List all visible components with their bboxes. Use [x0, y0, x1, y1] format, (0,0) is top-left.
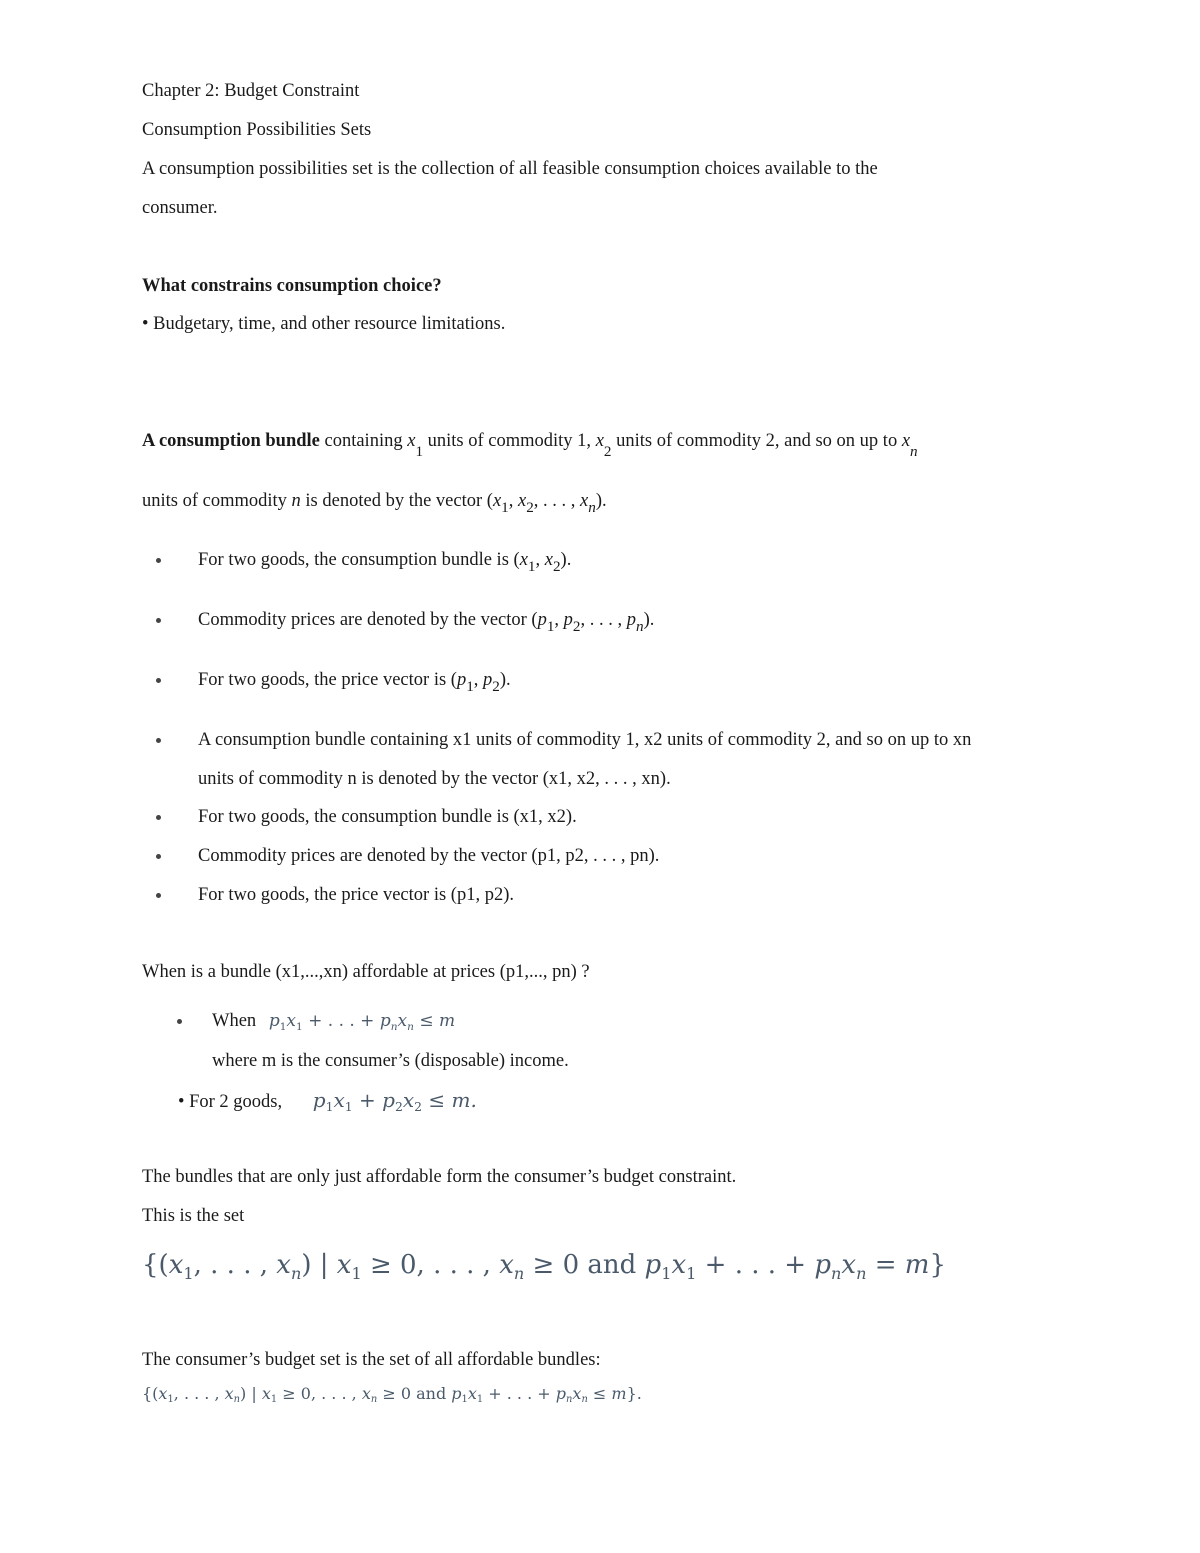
this-is-the-set: This is the set [142, 1206, 245, 1226]
affordability-inequality: $p_1x_1$ + . . . + $p_nx_n \le m$ [268, 1011, 456, 1033]
budget-constraint-set: {($x_1$, . . . , $x_n$) | $x_1 \ge 0$, . . . , $x_n \ge 0$ and $p_1x_1$ + . . . + $p_nx_n = m$} [142, 1250, 946, 1283]
two-goods-inequality: $p_1x_1 + p_2x_2 \le m$. [312, 1088, 477, 1115]
when-line [212, 1012, 455, 1031]
budget-set-formula: {($x_1$, . . . , $x_n$) | $x_1 \ge 0$, . . . , $x_n \ge 0$ and $p_1x_1$ + . . . + $p_nx_n \le m$}. [142, 1384, 642, 1406]
intro-line-1: A consumption possibilities set is the collection of all feasible consumption choices available to the [142, 159, 878, 179]
intro-line-2: consumer. [142, 198, 218, 218]
section-heading: Consumption Possibilities Sets [142, 120, 372, 140]
when-label: When [212, 1011, 257, 1031]
bundle-definition-line-2: units of commodity n is denoted by the vector ($x_1$, $x_2$, . . . , $x_n$). [142, 491, 607, 516]
bullet-two-goods-bundle [198, 550, 572, 575]
bullet-dot [156, 558, 161, 563]
bundle-definition-line-1: A consumption bundle containing $x_1$ units of commodity 1, $x_2$ units of commodity 2, and so on up to $x_n$ [142, 431, 918, 460]
bullet-price-vector: Commodity prices are denoted by the vector ($p_1$, $p_2$, . . . , $p_n$). [198, 610, 655, 635]
where-line: where m is the consumer’s (disposable) income. [212, 1051, 569, 1071]
budget-constraint-text: The bundles that are only just affordable form the consumer’s budget constraint. [142, 1167, 737, 1187]
bullet-two-goods-price: For two goods, the price vector is ($p_1$, $p_2$). [198, 670, 511, 695]
two-goods-label: • For 2 goods, [178, 1092, 283, 1112]
affordability-question: When is a bundle (x1,...,xn) affordable at prices (p1,..., pn) ? [142, 962, 590, 982]
chapter-title: Chapter 2: Budget Constraint [142, 81, 360, 101]
bullet-b-item3: Commodity prices are denoted by the vector (p1, p2, . . . , pn). [198, 846, 660, 866]
bundle-lead: A consumption bundle [142, 431, 320, 451]
bullet-text: For two goods, the consumption bundle is ($x_1$, $x_2$). [198, 550, 572, 575]
bullet-dot [156, 618, 161, 623]
bullet-dot [177, 1019, 182, 1024]
bullet-b-item1-line2: units of commodity n is denoted by the vector (x1, x2, . . . , xn). [198, 769, 671, 789]
bullet-dot [156, 815, 161, 820]
question-heading: What constrains consumption choice? [142, 276, 442, 296]
bullet-dot [156, 854, 161, 859]
two-goods-line [178, 1088, 477, 1115]
bullet-dot [156, 738, 161, 743]
bullet-b-item1-line1: A consumption bundle containing x1 units of commodity 1, x2 units of commodity 2, and so on up to xn [198, 730, 972, 750]
bullet-dot [156, 893, 161, 898]
bullet-b-item2: For two goods, the consumption bundle is (x1, x2). [198, 807, 577, 827]
bullet-b-item4: For two goods, the price vector is (p1, p2). [198, 885, 514, 905]
budget-set-text: The consumer’s budget set is the set of all affordable bundles: [142, 1350, 601, 1370]
question-answer: • Budgetary, time, and other resource limitations. [142, 314, 506, 334]
bullet-dot [156, 678, 161, 683]
